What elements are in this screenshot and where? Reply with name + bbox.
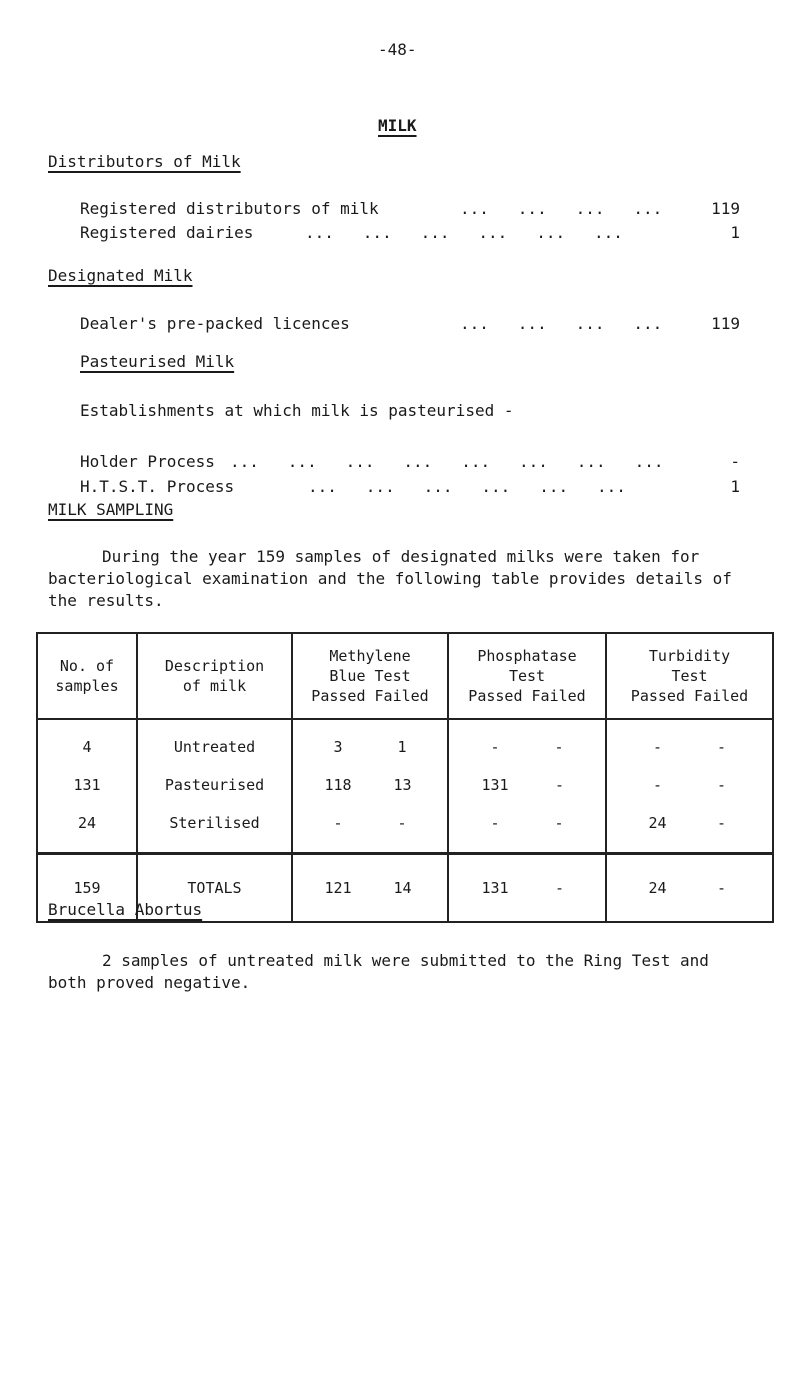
list-item — [80, 314, 740, 336]
cell-description: TOTALS — [137, 854, 292, 923]
table-header-row — [37, 633, 773, 719]
header-line: samples — [55, 677, 119, 695]
leader-dots: ... ... ... ... ... ... ... ... — [230, 452, 664, 471]
header-turbidity — [606, 633, 773, 719]
section-heading-designated: Designated Milk — [48, 266, 193, 285]
list-item — [80, 223, 740, 245]
cell-passed: 131 — [481, 776, 509, 794]
cell-failed: - — [397, 814, 407, 832]
list-item — [80, 477, 740, 499]
item-value: 119 — [711, 314, 740, 333]
cell-methylene — [292, 804, 448, 854]
header-line: of milk — [182, 677, 247, 695]
section-heading-sampling: MILK SAMPLING — [48, 500, 174, 519]
cell-failed: 14 — [393, 879, 412, 897]
item-value: 119 — [711, 199, 740, 218]
header-line: Test — [671, 667, 708, 685]
cell-samples: 24 — [37, 804, 137, 854]
item-label: Holder Process — [80, 452, 215, 471]
cell-turbidity — [606, 854, 773, 923]
item-value: 1 — [730, 223, 740, 242]
header-line: Methylene — [329, 647, 411, 665]
cell-failed: 1 — [397, 738, 407, 756]
cell-phosphatase — [448, 766, 606, 804]
cell-passed: - — [490, 814, 500, 832]
cell-passed: 121 — [324, 879, 352, 897]
item-label: Dealer's pre-packed licences — [80, 314, 350, 333]
cell-methylene — [292, 719, 448, 766]
section-heading-brucella: Brucella Abortus — [48, 900, 203, 919]
item-label: Registered dairies — [80, 223, 254, 242]
table-row — [37, 719, 773, 766]
cell-failed: - — [554, 814, 564, 832]
cell-failed: - — [716, 738, 727, 756]
header-description — [137, 633, 292, 719]
cell-turbidity — [606, 804, 773, 854]
sampling-text: During the year 159 samples of designated milks were taken for bacteriological examination and the following table provides details of the results. — [48, 547, 732, 610]
results-table — [36, 632, 774, 923]
page-number: -48- — [378, 40, 417, 59]
cell-samples: 131 — [37, 766, 137, 804]
cell-phosphatase — [448, 854, 606, 923]
cell-description: Pasteurised — [137, 766, 292, 804]
leader-dots: ... ... ... ... — [460, 314, 663, 333]
cell-description: Untreated — [137, 719, 292, 766]
list-item — [80, 452, 740, 474]
sampling-paragraph — [48, 546, 748, 612]
header-samples — [37, 633, 137, 719]
cell-methylene — [292, 854, 448, 923]
cell-passed: 24 — [648, 879, 667, 897]
cell-methylene — [292, 766, 448, 804]
cell-failed: - — [716, 879, 727, 897]
leader-dots: ... ... ... ... — [460, 199, 663, 218]
header-line: Phosphatase — [477, 647, 577, 665]
item-label: H.T.S.T. Process — [80, 477, 235, 496]
table-row — [37, 766, 773, 804]
cell-failed: - — [554, 738, 564, 756]
cell-passed: - — [333, 814, 343, 832]
brucella-text: 2 samples of untreated milk were submitted to the Ring Test and both proved negative. — [48, 951, 709, 992]
item-label: Registered distributors of milk — [80, 199, 379, 218]
header-methylene — [292, 633, 448, 719]
header-line: Passed Failed — [468, 687, 586, 705]
cell-samples: 4 — [37, 719, 137, 766]
cell-failed: - — [716, 814, 727, 832]
list-item — [80, 199, 740, 221]
item-value: - — [730, 452, 740, 471]
header-line: Blue Test — [329, 667, 411, 685]
cell-phosphatase — [448, 804, 606, 854]
header-line: Description — [164, 657, 265, 675]
cell-passed: - — [652, 776, 663, 794]
header-line: Turbidity — [648, 647, 731, 665]
cell-passed: 131 — [481, 879, 509, 897]
cell-failed: - — [716, 776, 727, 794]
cell-phosphatase — [448, 719, 606, 766]
leader-dots: ... ... ... ... ... ... — [305, 223, 623, 242]
pasteurised-intro: Establishments at which milk is pasteurised - — [80, 401, 514, 420]
header-line: No. of — [59, 657, 115, 675]
cell-turbidity — [606, 766, 773, 804]
cell-passed: 118 — [324, 776, 352, 794]
section-heading-pasteurised: Pasteurised Milk — [80, 352, 235, 371]
item-value: 1 — [730, 477, 740, 496]
leader-dots: ... ... ... ... ... ... — [308, 477, 626, 496]
cell-failed: 13 — [393, 776, 412, 794]
header-phosphatase — [448, 633, 606, 719]
header-line: Test — [508, 667, 546, 685]
cell-passed: 24 — [648, 814, 667, 832]
brucella-paragraph — [48, 950, 748, 994]
table-row — [37, 804, 773, 854]
page-title: MILK — [378, 116, 417, 135]
cell-failed: - — [555, 879, 565, 897]
cell-turbidity — [606, 719, 773, 766]
cell-failed: - — [555, 776, 565, 794]
section-heading-distributors: Distributors of Milk — [48, 152, 241, 171]
cell-samples: 159 — [37, 854, 137, 923]
cell-passed: - — [490, 738, 500, 756]
header-line: Passed Failed — [311, 687, 429, 705]
cell-description: Sterilised — [137, 804, 292, 854]
cell-passed: 3 — [333, 738, 343, 756]
cell-passed: - — [652, 738, 663, 756]
header-line: Passed Failed — [630, 687, 749, 705]
